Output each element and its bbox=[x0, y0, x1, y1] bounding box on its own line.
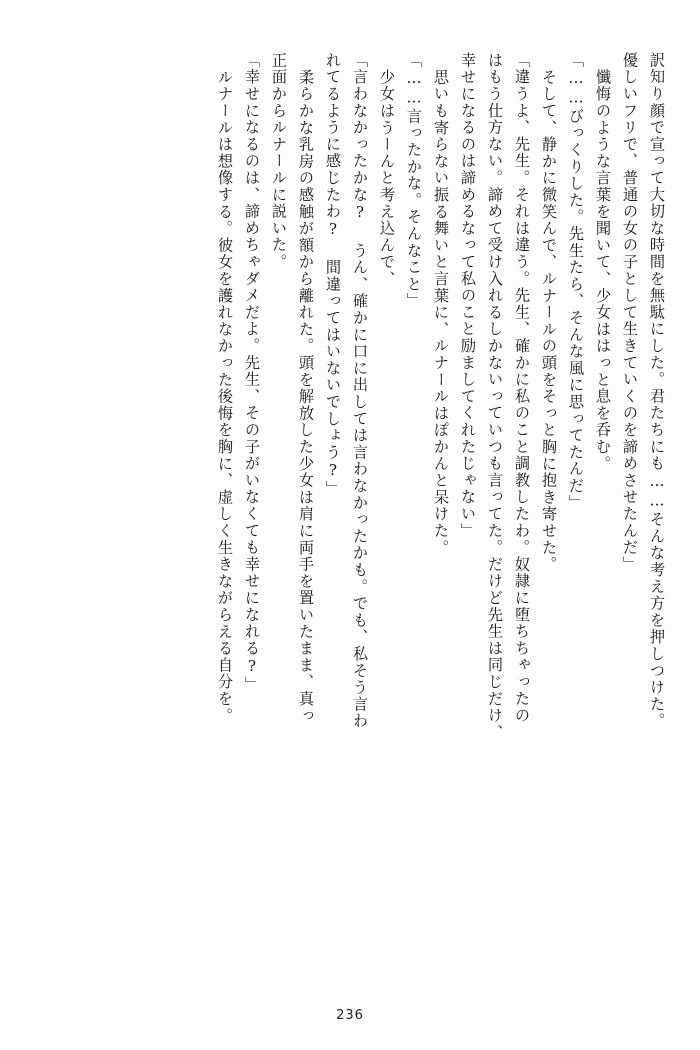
text-line: 「幸せになるのは、諦めちゃダメだよ。先生、その子がいなくても幸せになれる?」 bbox=[243, 52, 261, 694]
text-line: 訳知り顔で宣って大切な時間を無駄にした。君たちにも……そんな考え方を押しつけた。 bbox=[648, 52, 666, 730]
text-line: れてるように感じたわ? 間違ってはいないでしょう?」 bbox=[324, 52, 342, 498]
text-line: 「……言ったかな。そんなこと」 bbox=[405, 52, 423, 310]
text-line: 「……びっくりした。先生たら、そんな風に思ってたんだ」 bbox=[567, 52, 585, 512]
text-line: 思いも寄らない振る舞いと言葉に、ルナールはぽかんと呆けた。 bbox=[432, 69, 450, 557]
text-line: 「言わなかったかな? うん、確かに口に出しては言わなかったかも。でも、私そう言わ bbox=[351, 52, 369, 730]
text-line: はもう仕方ない。諦めて受け入れるしかないっていつも言ってた。だけど先生は同じだけ、 bbox=[486, 52, 504, 741]
text-line: 優しいフリで、普通の女の子として生きていくのを諦めさせたんだ」 bbox=[621, 52, 639, 573]
text-line: 柔らかな乳房の感触が額から離れた。頭を解放した少女は肩に両手を置いたまま、真っ bbox=[297, 69, 315, 725]
page-number: 236 bbox=[336, 1008, 364, 1023]
text-line: そして、静かに微笑んで、ルナールの頭をそっと胸に抱き寄せた。 bbox=[540, 69, 558, 573]
vertical-text-body bbox=[36, 52, 664, 982]
text-line: 幸せになるのは諦めるなって私のこと励ましてくれたじゃない」 bbox=[459, 52, 477, 540]
text-line: 懺悔のような言葉を聞いて、少女ははっと息を呑む。 bbox=[594, 69, 612, 473]
text-line: 少女はうーんと考え込んで、 bbox=[378, 69, 396, 288]
text-line: 「違うよ、先生。それは違う。先生、確かに私のこと調教したわ。奴隷に堕ちちゃったの bbox=[513, 52, 531, 724]
text-line: ルナールは想像する。彼女を護れなかった後悔を胸に、虚しく生きながらえる自分を。 bbox=[216, 69, 234, 725]
text-line: 正面からルナールに説いた。 bbox=[270, 52, 288, 271]
